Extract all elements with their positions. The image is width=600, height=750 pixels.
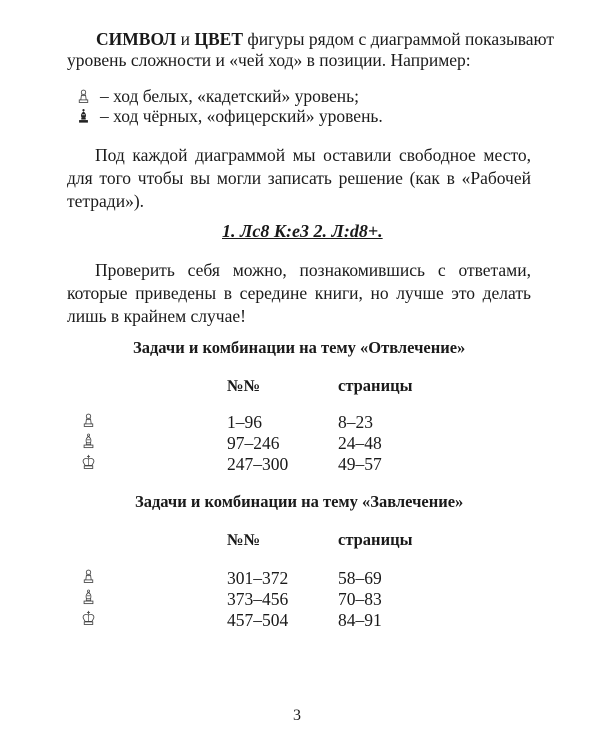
table-row-pages: 8–23: [338, 412, 373, 432]
table-row-numbers: 97–246: [227, 433, 280, 453]
king-icon: [79, 454, 97, 471]
column-header-numbers: №№: [227, 530, 261, 549]
column-header-pages: страницы: [338, 376, 413, 395]
bishop-icon: [79, 433, 97, 450]
note-paragraph: Под каждой диаграммой мы оставили свободное место, для того чтобы вы могли записать решение (как в «Рабочей тетради»).: [67, 145, 531, 211]
pawn-icon: [79, 412, 97, 429]
intro-and: и: [176, 29, 195, 49]
legend-white-move: [74, 86, 359, 107]
bishop-icon: [79, 589, 97, 606]
table-row-numbers: 247–300: [227, 454, 289, 474]
intro-line-1: [96, 29, 554, 50]
section-title-distraction: Задачи и комбинации на тему «Отвлечение»: [133, 338, 466, 357]
white-pawn-icon: [74, 88, 92, 105]
page-number: 3: [293, 707, 301, 724]
pawn-icon: [79, 568, 97, 585]
table-row-numbers: 1–96: [227, 412, 262, 432]
check-paragraph: Проверить себя можно, познакомившись с ответами, которые приведены в середине книги, но лучше это делать лишь в крайнем случае!: [67, 260, 531, 326]
intro-rest: фигуры рядом с диаграммой показывают: [243, 29, 555, 49]
table-row-pages: 84–91: [338, 610, 382, 630]
table-row-numbers: 373–456: [227, 589, 289, 609]
intro-line-2: уровень сложности и «чей ход» в позиции. Например:: [67, 50, 471, 70]
intro-color-word: ЦВЕТ: [194, 29, 243, 49]
table-row-numbers: 457–504: [227, 610, 289, 630]
table-row-pages: 24–48: [338, 433, 382, 453]
table-row-numbers: 301–372: [227, 568, 289, 588]
black-bishop-icon: [74, 108, 92, 125]
table-row-pages: 70–83: [338, 589, 382, 609]
legend-black-text: – ход чёрных, «офицерский» уровень.: [100, 106, 383, 126]
king-icon: [79, 610, 97, 627]
legend-white-text: – ход белых, «кадетский» уровень;: [100, 86, 359, 106]
example-solution: 1. Лс8 К:e3 2. Л:d8+.: [222, 221, 383, 241]
intro-symbol-word: СИМВОЛ: [96, 29, 177, 49]
column-header-numbers: №№: [227, 376, 261, 395]
legend-black-move: [74, 106, 383, 127]
table-row-pages: 58–69: [338, 568, 382, 588]
column-header-pages: страницы: [338, 530, 413, 549]
section-title-attraction: Задачи и комбинации на тему «Завлечение»: [135, 492, 464, 511]
table-row-pages: 49–57: [338, 454, 382, 474]
